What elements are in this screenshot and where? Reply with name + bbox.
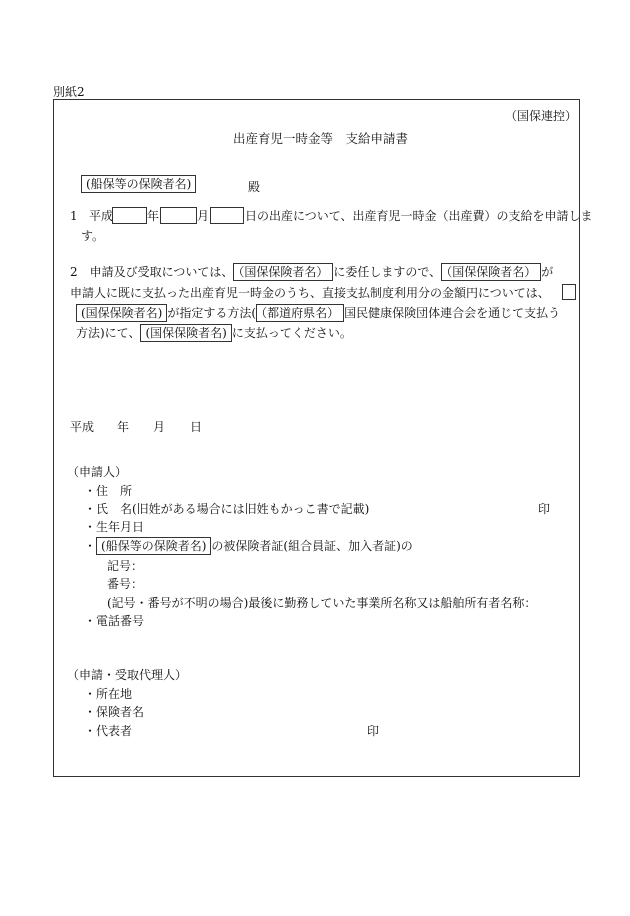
attachment-label: 別紙2 [53,85,85,99]
item2-l1-b: に委任しますので、 [333,265,442,279]
applicant-card-text: の被保険者証(組合員証、加入者証)の [211,539,413,553]
date-month: 月 [153,420,166,434]
agent-seal: 印 [367,724,380,738]
item1-month-field[interactable] [160,207,197,224]
item1-era: 平成 [89,209,114,223]
item2-l3-a: が指定する方法( [167,306,257,320]
applicant-heading: （申請人） [67,465,128,479]
applicant-phone: ・電話番号 [84,614,145,628]
applicant-card-insurer-box: (船保等の保険者名) [96,537,211,555]
item1-text: 日の出産について、出産育児一時金（出産費）の支給を申請しま [245,209,593,223]
doc-title: 出産育児一時金等 支給申請書 [233,131,409,146]
item1-day-field[interactable] [210,207,244,224]
addressee-insurer-box: (船保等の保険者名) [81,175,196,193]
applicant-number: 番号： [107,577,144,591]
item2-line2 [70,287,550,299]
item2-l4-box: (国保保険者名) [140,324,231,342]
agent-location: ・所在地 [84,687,133,701]
agent-representative: ・代表者 [84,724,133,738]
applicant-address: ・住 所 [84,484,133,498]
applicant-card-line [84,540,413,552]
date-year: 年 [117,420,130,434]
item2-l3-box1: (国保保険者名) [76,304,167,322]
item1-year-unit: 年 [147,209,160,223]
item2-l3-box2: （都道府県名） [256,304,344,322]
applicant-unknown-note: (記号・番号が不明の場合)最後に勤務していた事業所名称又は船舶所有者名称： [107,596,537,610]
item2-line4 [76,327,352,339]
applicant-seal: 印 [538,502,551,516]
item2-amount-box[interactable] [562,284,576,300]
item2-line3 [76,307,560,319]
item1-month-unit: 月 [197,209,210,223]
date-day: 日 [190,420,203,434]
item2-l1-a: 申請及び受取については、 [89,265,234,279]
item1-text-cont: す。 [81,229,105,243]
item2-l4-b: に支払ってください。 [231,326,352,340]
agent-heading: （申請・受取代理人） [67,668,188,682]
item2-l2: 申請人に既に支払った出産育児一時金のうち、直接支払制度利用分の金額円については、 [70,286,550,300]
item2-l4-a: 方法)にて、 [76,326,141,340]
applicant-symbol: 記号： [107,559,144,573]
applicant-name: ・氏 名(旧姓がある場合には旧姓もかっこ書で記載) [84,502,370,516]
item2-l3-b: 国民健康保険団体連合会を通じて支払う [344,306,561,320]
addressee-line [81,178,196,190]
item2-num: 2 [70,265,78,279]
agent-insurer-name: ・保険者名 [84,705,145,719]
applicant-card-bullet: ・ [84,539,97,553]
addressee-honorific: 殿 [248,180,261,194]
date-era: 平成 [70,420,95,434]
item1-num: 1 [70,209,78,223]
org-tag: （国保連控） [505,109,578,123]
item1-year-field[interactable] [112,207,147,224]
item2-l1-box1: （国保保険者名） [233,263,333,281]
item2-l1-c: が [541,265,554,279]
item2-l1-box2: （国保保険者名） [441,263,541,281]
item2-line1 [70,266,553,278]
applicant-dob: ・生年月日 [84,520,145,534]
